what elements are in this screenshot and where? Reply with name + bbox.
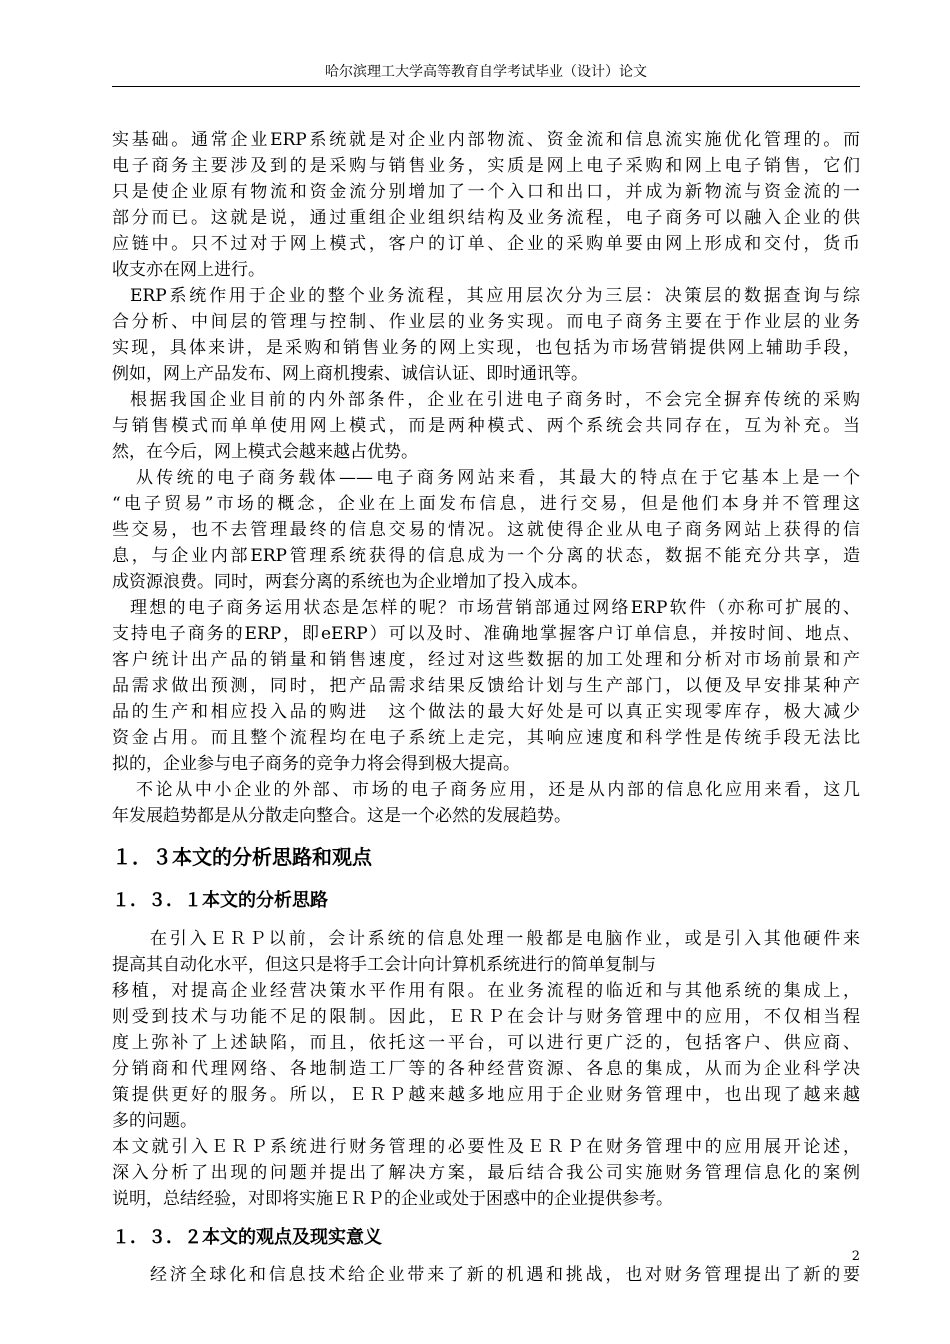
section-heading: １．３本文的分析思路和观点: [112, 845, 372, 869]
body-line: 经济全球化和信息技术给企业带来了新的机遇和挑战，也对财务管理提出了新的要: [150, 1265, 860, 1285]
body-line: 移植，对提高企业经营决策水平作用有限。在业务流程的临近和与其他系统的集成上，: [112, 981, 860, 1001]
body-line: 从传统的电子商务载体——电子商务网站来看，其最大的特点在于它基本上是一个: [136, 468, 860, 488]
body-line: 品的生产和相应投入品的购进 这个做法的最大好处是可以真正实现零库存，极大减少: [112, 702, 860, 722]
body-line: 与销售模式而单单使用网上模式，而是两种模式、两个系统会共同存在，互为补充。当: [112, 416, 860, 436]
body-line: 只是使企业原有物流和资金流分别增加了一个入口和出口，并成为新物流与资金流的一: [112, 182, 860, 202]
body-line: 分销商和代理网络、各地制造工厂等的各种经营资源、各息的集成，从而为企业科学决: [112, 1059, 860, 1079]
body-line: 在引入ＥＲＰ以前，会计系统的信息处理一般都是电脑作业，或是引入其他硬件来: [150, 929, 860, 949]
body-line: 实基础。通常企业ERP系统就是对企业内部物流、资金流和信息流实施优化管理的。而: [112, 130, 860, 150]
body-line: 电子商务主要涉及到的是采购与销售业务，实质是网上电子采购和网上电子销售，它们: [112, 156, 860, 176]
body-line: 不论从中小企业的外部、市场的电子商务应用，还是从内部的信息化应用来看，这几: [136, 780, 860, 800]
body-line: “电子贸易”市场的概念，企业在上面发布信息，进行交易，但是他们本身并不管理这: [112, 494, 860, 514]
body-line: 品需求做出预测，同时，把产品需求结果反馈给计划与生产部门，以便及早安排某种产: [112, 676, 860, 696]
body-line: 说明，总结经验，对即将实施ＥＲＰ的企业或处于困惑中的企业提供参考。: [112, 1189, 673, 1209]
body-line: 年发展趋势都是从分散走向整合。这是一个必然的发展趋势。: [112, 806, 571, 826]
body-line: 合分析、中间层的管理与控制、作业层的业务实现。而电子商务主要在于作业层的业务: [112, 312, 860, 332]
body-line: 成资源浪费。同时，两套分离的系统也为企业增加了投入成本。: [112, 572, 588, 592]
subsection-heading: １．３．１本文的分析思路: [112, 890, 328, 911]
body-line: 资金占用。而且整个流程均在电子系统上走完，其响应速度和科学性是传统手段无法比: [112, 728, 860, 748]
body-line: 理想的电子商务运用状态是怎样的呢？市场营销部通过网络ERP软件（亦称可扩展的、: [130, 598, 860, 618]
header-rule: [112, 86, 860, 87]
body-line: 客户统计出产品的销量和销售速度，经过对这些数据的加工处理和分析对市场前景和产: [112, 650, 860, 670]
body-line: 支持电子商务的ERP，即eERP）可以及时、准确地掌握客户订单信息，并按时间、地点、: [112, 624, 860, 644]
body-line: ERP系统作用于企业的整个业务流程，其应用层次分为三层：决策层的数据查询与综: [130, 286, 860, 306]
body-line: 深入分析了出现的问题并提出了解决方案，最后结合我公司实施财务管理信息化的案例: [112, 1163, 860, 1183]
page-number: 2: [851, 1249, 860, 1264]
body-line: 则受到技术与功能不足的限制。因此，ＥＲＰ在会计与财务管理中的应用，不仅相当程: [112, 1007, 860, 1027]
body-line: 些交易，也不去管理最终的信息交易的情况。这就使得企业从电子商务网站上获得的信: [112, 520, 860, 540]
body-line: 应链中。只不过对于网上模式，客户的订单、企业的采购单要由网上形成和交付，货币: [112, 234, 860, 254]
body-line: 多的问题。: [112, 1111, 197, 1131]
page-header-title: 哈尔滨理工大学高等教育自学考试毕业（设计）论文: [325, 64, 647, 80]
body-line: 息，与企业内部ERP管理系统获得的信息成为一个分离的状态，数据不能充分共享，造: [112, 546, 860, 566]
body-line: 拟的，企业参与电子商务的竞争力将会得到极大提高。: [112, 754, 520, 774]
body-line: 收支亦在网上进行。: [112, 260, 265, 280]
body-line: 根据我国企业目前的内外部条件，企业在引进电子商务时，不会完全摒弃传统的采购: [130, 390, 860, 410]
body-line: 本文就引入ＥＲＰ系统进行财务管理的必要性及ＥＲＰ在财务管理中的应用展开论述，: [112, 1137, 860, 1157]
body-line: 部分而已。这就是说，通过重组企业组织结构及业务流程，电子商务可以融入企业的供: [112, 208, 860, 228]
body-line: 例如，网上产品发布、网上商机搜索、诚信认证、即时通讯等。: [112, 364, 588, 384]
body-line: 实现，具体来讲，是采购和销售业务的网上实现，也包括为市场营销提供网上辅助手段，: [112, 338, 860, 358]
body-line: 提高其自动化水平，但这只是将手工会计向计算机系统进行的简单复制与: [112, 955, 656, 975]
subsection-heading: １．３．２本文的观点及现实意义: [112, 1227, 382, 1248]
body-line: 然，在今后，网上模式会越来越占优势。: [112, 442, 418, 462]
body-line: 策提供更好的服务。所以，ＥＲＰ越来越多地应用于企业财务管理中，也出现了越来越: [112, 1085, 860, 1105]
body-line: 度上弥补了上述缺陷，而且，依托这一平台，可以进行更广泛的，包括客户、供应商、: [112, 1033, 860, 1053]
